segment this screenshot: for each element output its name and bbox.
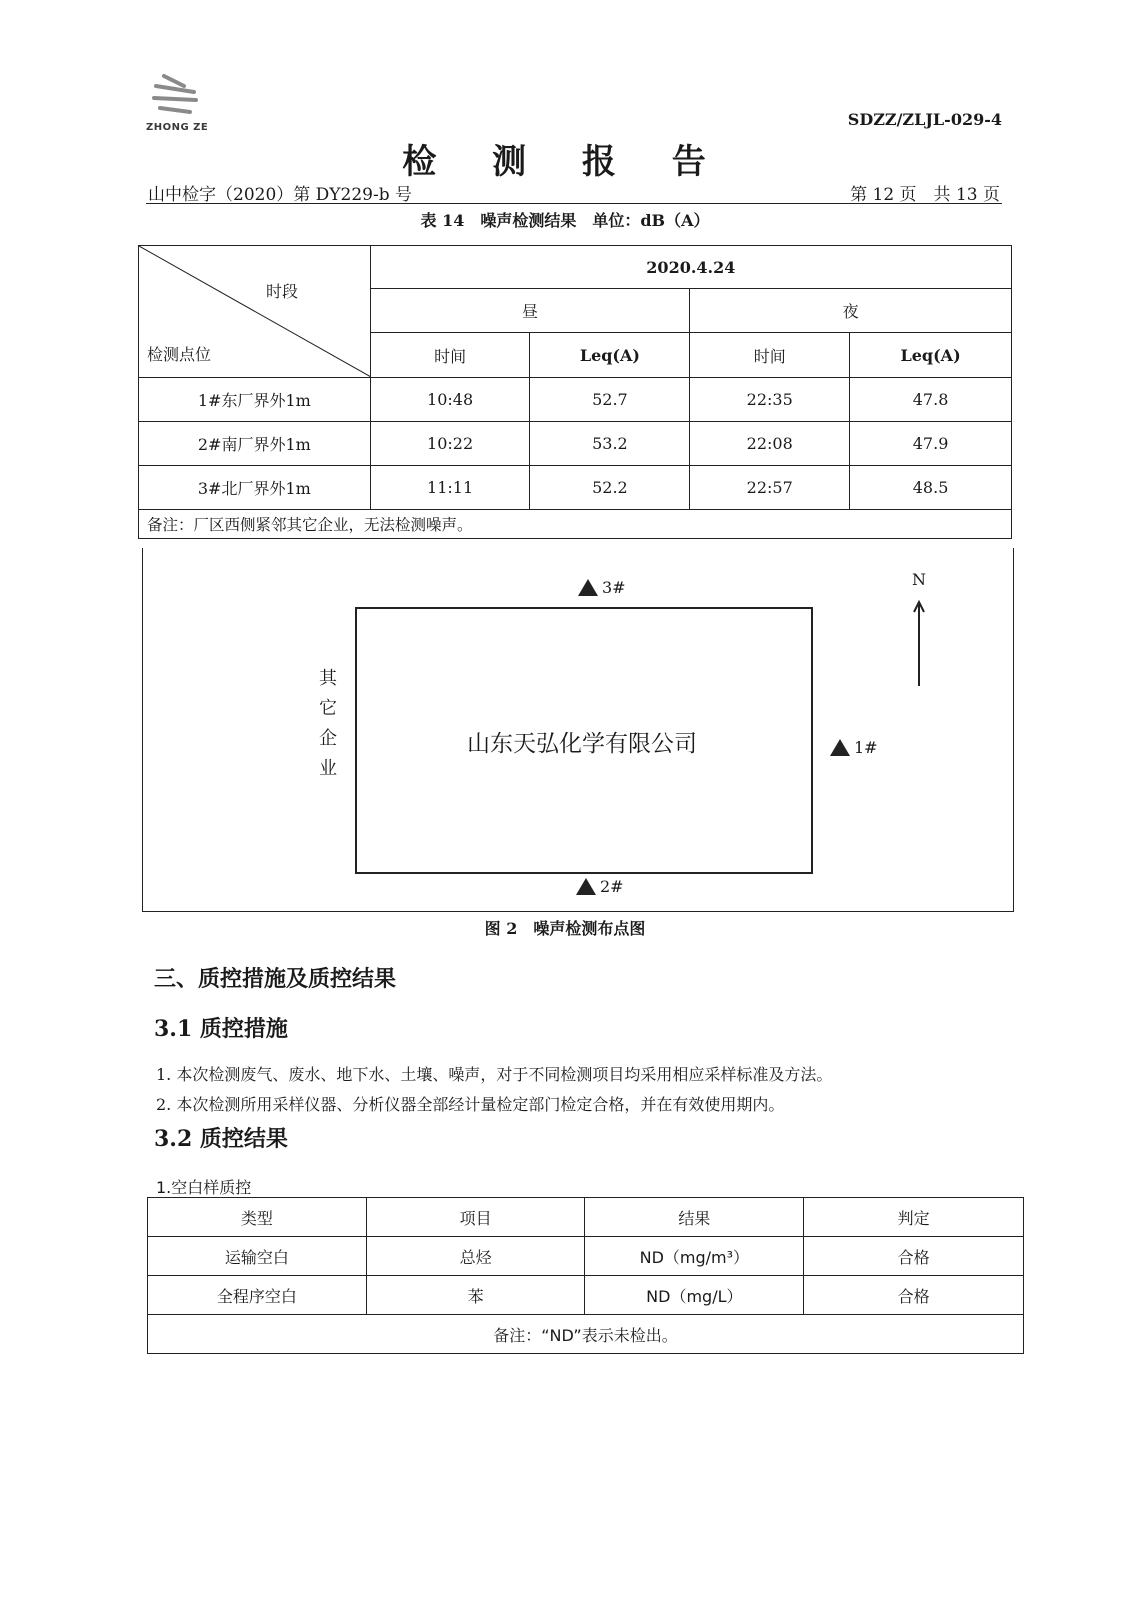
report-title: 检 测 报 告 [402,142,728,182]
period-label: 时段 [266,282,299,301]
night-leq-header: Leq(A) [850,333,1012,378]
company-logo [150,72,202,118]
day-leq-cell: 52.7 [530,378,690,422]
point-1-label: 1# [854,738,878,757]
monitoring-point-1 [830,738,878,757]
day-leq-header: Leq(A) [530,333,690,378]
subsection-heading-measures: 3.1 质控措施 [154,1016,288,1042]
section-heading: 三、质控措施及质控结果 [154,966,397,992]
triangle-marker-icon [830,739,850,756]
night-leq-cell: 48.5 [850,466,1012,510]
subsection-heading-results: 3.2 质控结果 [154,1126,288,1152]
night-leq-cell: 47.8 [850,378,1012,422]
noise-results-table [138,245,1012,539]
north-label: N [912,570,926,589]
point-cell: 2#南厂界外1m [139,422,371,466]
judge-cell: 合格 [804,1237,1024,1276]
figure-caption: 图 2 噪声检测布点图 [484,919,646,938]
item-cell: 总烃 [366,1237,585,1276]
result-cell: ND（mg/L） [585,1276,804,1315]
triangle-marker-icon [576,878,596,895]
document-code: SDZZ/ZLJL-029-4 [847,110,1002,129]
table-row [139,378,1012,422]
judge-cell: 合格 [804,1276,1024,1315]
day-leq-cell: 53.2 [530,422,690,466]
point-2-label: 2# [600,877,624,896]
day-header: 昼 [370,289,690,333]
night-time-header: 时间 [690,333,850,378]
point-cell: 3#北厂界外1m [139,466,371,510]
night-header: 夜 [690,289,1012,333]
monitoring-point-3 [578,578,626,597]
night-time-cell: 22:35 [690,378,850,422]
header-divider [146,203,1002,204]
item-header: 项目 [366,1198,585,1237]
table-row [139,466,1012,510]
point-label: 检测点位 [147,345,212,364]
day-time-header: 时间 [370,333,530,378]
night-time-cell: 22:08 [690,422,850,466]
table-note: 备注：厂区西侧紧邻其它企业，无法检测噪声。 [139,510,1012,539]
day-time-cell: 11:11 [370,466,530,510]
monitoring-point-2 [576,877,624,896]
blank-table-note: 备注：“ND”表示未检出。 [148,1315,1024,1354]
page-info: 第 12 页 共 13 页 [850,185,1000,205]
day-time-cell: 10:48 [370,378,530,422]
point-cell: 1#东厂界外1m [139,378,371,422]
company-name: 山东天弘化学有限公司 [467,731,697,757]
noise-table-caption: 表 14 噪声检测结果 单位：dB（A） [420,211,710,230]
type-header: 类型 [148,1198,367,1237]
report-number: 山中检字（2020）第 DY229-b 号 [148,185,412,205]
blank-sample-label: 1.空白样质控 [156,1178,252,1197]
table-row [148,1276,1024,1315]
date-header: 2020.4.24 [370,246,1011,289]
table-row [148,1237,1024,1276]
north-arrow-icon [912,600,926,686]
judge-header: 判定 [804,1198,1024,1237]
night-leq-cell: 47.9 [850,422,1012,466]
day-time-cell: 10:22 [370,422,530,466]
measure-item-1: 1. 本次检测废气、废水、地下水、土壤、噪声，对于不同检测项目均采用相应采样标准及方法。 [156,1065,833,1084]
triangle-marker-icon [578,579,598,596]
night-time-cell: 22:57 [690,466,850,510]
logo-text: ZHONG ZE [146,122,209,133]
result-cell: ND（mg/m³） [585,1237,804,1276]
neighbor-enterprise-label: 其 它 企 业 [319,668,337,779]
type-cell: 全程序空白 [148,1276,367,1315]
table-row [139,422,1012,466]
result-header: 结果 [585,1198,804,1237]
day-leq-cell: 52.2 [530,466,690,510]
type-cell: 运输空白 [148,1237,367,1276]
blank-sample-table [147,1197,1024,1354]
item-cell: 苯 [366,1276,585,1315]
point-3-label: 3# [602,578,626,597]
diagonal-header-cell [139,246,371,378]
measure-item-2: 2. 本次检测所用采样仪器、分析仪器全部经计量检定部门检定合格，并在有效使用期内。 [156,1095,785,1114]
